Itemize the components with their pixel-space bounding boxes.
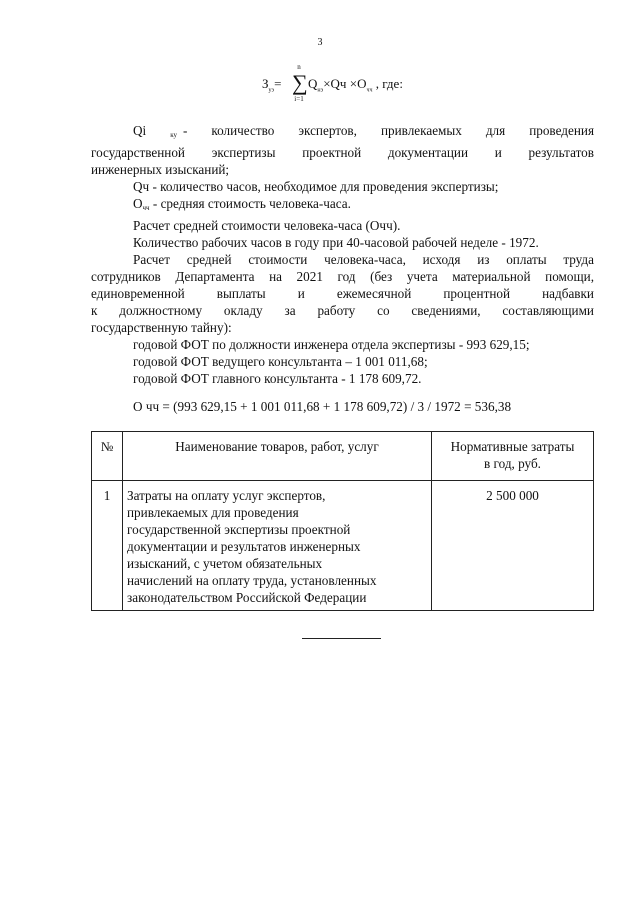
definition-qi-line1	[91, 122, 594, 144]
basis-line4: к должностному окладу за работу со сведениями, составляющими	[91, 303, 594, 318]
header-cost	[432, 432, 594, 481]
och-text: - средняя стоимость человека-часа.	[149, 196, 351, 211]
row-name-line: начислений на оплату труда, установленных	[127, 573, 377, 588]
fot-leading-consultant: годовой ФОТ ведущего консультанта – 1 001 011,68;	[133, 354, 428, 369]
header-name: Наименование товаров, работ, услуг	[123, 432, 432, 481]
sum-upper-limit: n	[297, 63, 301, 71]
cost-table	[91, 431, 594, 611]
formula-lhs: $З_{уэ}=$	[262, 76, 282, 94]
row-name-line: привлекаемых для проведения	[127, 505, 299, 520]
calc-title: Расчет средней стоимости человека-часа (Очч).	[133, 218, 401, 233]
header-cost-line2: в год, руб.	[484, 456, 541, 471]
row-num: 1	[92, 481, 123, 611]
fot-chief-consultant: годовой ФОТ главного консультанта - 1 178 609,72.	[133, 371, 422, 386]
qi-symbol: Qi	[133, 123, 147, 138]
och-subscript: чч	[142, 204, 150, 212]
row-name-line: государственной экспертизы проектной	[127, 522, 351, 537]
formula-lhs-base: З	[262, 76, 269, 91]
definition-qch: Qч - количество часов, необходимое для проведения экспертизы;	[133, 179, 499, 194]
row-cost: 2 500 000	[432, 481, 594, 611]
row-name-line: законодательством Российской Федерации	[127, 590, 367, 605]
header-cost-line1: Нормативные затраты	[450, 439, 575, 454]
sum-operator	[292, 63, 306, 103]
formula-tail: , где:	[375, 76, 403, 91]
sum-lower-limit: i=1	[294, 95, 304, 103]
formula-rhs	[308, 76, 403, 94]
formula-term-o-sub: чч	[366, 87, 373, 94]
formula-term-q: Q	[308, 76, 318, 91]
fot-engineer: годовой ФОТ по должности инженера отдела экспертизы - 993 629,15;	[133, 337, 530, 352]
qi-subscript: ку	[170, 131, 177, 139]
page-number: 3	[317, 37, 323, 48]
table-header-row	[92, 432, 594, 481]
basis-line5: государственную тайну):	[91, 320, 232, 335]
basis-line2: сотрудников Департамента на 2021 год (без учета материальной помощи,	[91, 269, 594, 284]
formula-term-qch: Qч	[330, 76, 347, 91]
formula-times: ×	[349, 76, 358, 91]
row-name-line: изысканий, с учетом обязательных	[127, 556, 323, 571]
definition-qi-line3: инженерных изысканий;	[91, 162, 230, 177]
formula-lhs-sub: уэ	[268, 87, 275, 94]
och-calculation: О чч = (993 629,15 + 1 001 011,68 + 1 178 609,72) / 3 / 1972 = 536,38	[133, 399, 512, 414]
basis-line3: единовременной выплаты и ежемесячной процентной надбавки	[91, 286, 594, 301]
row-name	[123, 481, 432, 611]
och-symbol: О	[133, 196, 143, 211]
table-row	[92, 481, 594, 611]
basis-line1: Расчет средней стоимости человека-часа, исходя из оплаты труда	[133, 252, 594, 267]
formula-times: ×	[323, 76, 331, 91]
definitions-block	[91, 122, 594, 387]
definition-och	[91, 195, 594, 217]
formula-term-o: О	[357, 76, 367, 91]
definition-qi-line2: государственной экспертизы проектной документации и результатов	[91, 145, 594, 160]
row-name-line: Затраты на оплату услуг экспертов,	[127, 488, 326, 503]
qi-text: - количество экспертов, привлекаемых для проведения	[183, 123, 595, 138]
end-divider	[302, 638, 381, 639]
formula-term-q-sub: нэ	[317, 87, 324, 94]
sum-symbol: ∑	[292, 70, 308, 95]
header-num: №	[92, 432, 123, 481]
row-name-line: документации и результатов инженерных	[127, 539, 361, 554]
working-hours: Количество рабочих часов в году при 40-часовой рабочей неделе - 1972.	[133, 235, 539, 250]
